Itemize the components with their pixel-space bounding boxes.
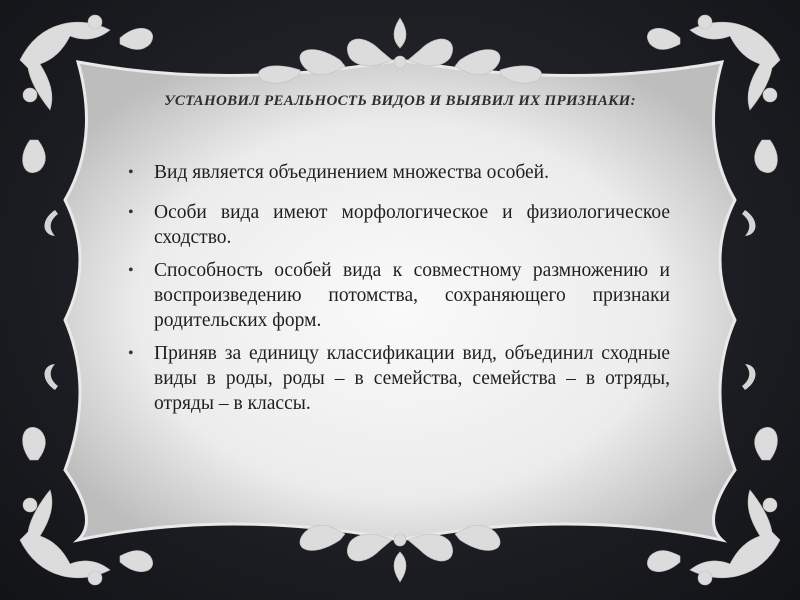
bullet-icon: • [128,164,134,181]
bullet-item [128,258,670,333]
slide-title: УСТАНОВИЛ РЕАЛЬНОСТЬ ВИДОВ И ВЫЯВИЛ ИХ ПРИЗНАКИ: [164,93,636,109]
bullet-text: Приняв за единицу классификации вид, объединил сходные виды в роды, роды – в семейства, семейства – в отряды, отряды – в классы. [154,343,670,414]
bullet-item [128,200,670,250]
bullet-icon: • [128,345,134,362]
bullet-item [128,160,670,185]
bullet-item [128,341,670,416]
bullet-icon: • [128,262,134,279]
bullet-icon: • [128,204,134,221]
bottom-crest-ornament [300,525,500,582]
bullet-text: Способность особей вида к совместному размножению и воспроизведению потомства, сохраняющего признаки родительских форм. [154,260,670,331]
bullet-text: Особи вида имеют морфологическое и физиологическое сходство. [154,202,670,248]
bullet-list [128,160,670,424]
bullet-text: Вид является объединением множества особей. [154,162,549,183]
